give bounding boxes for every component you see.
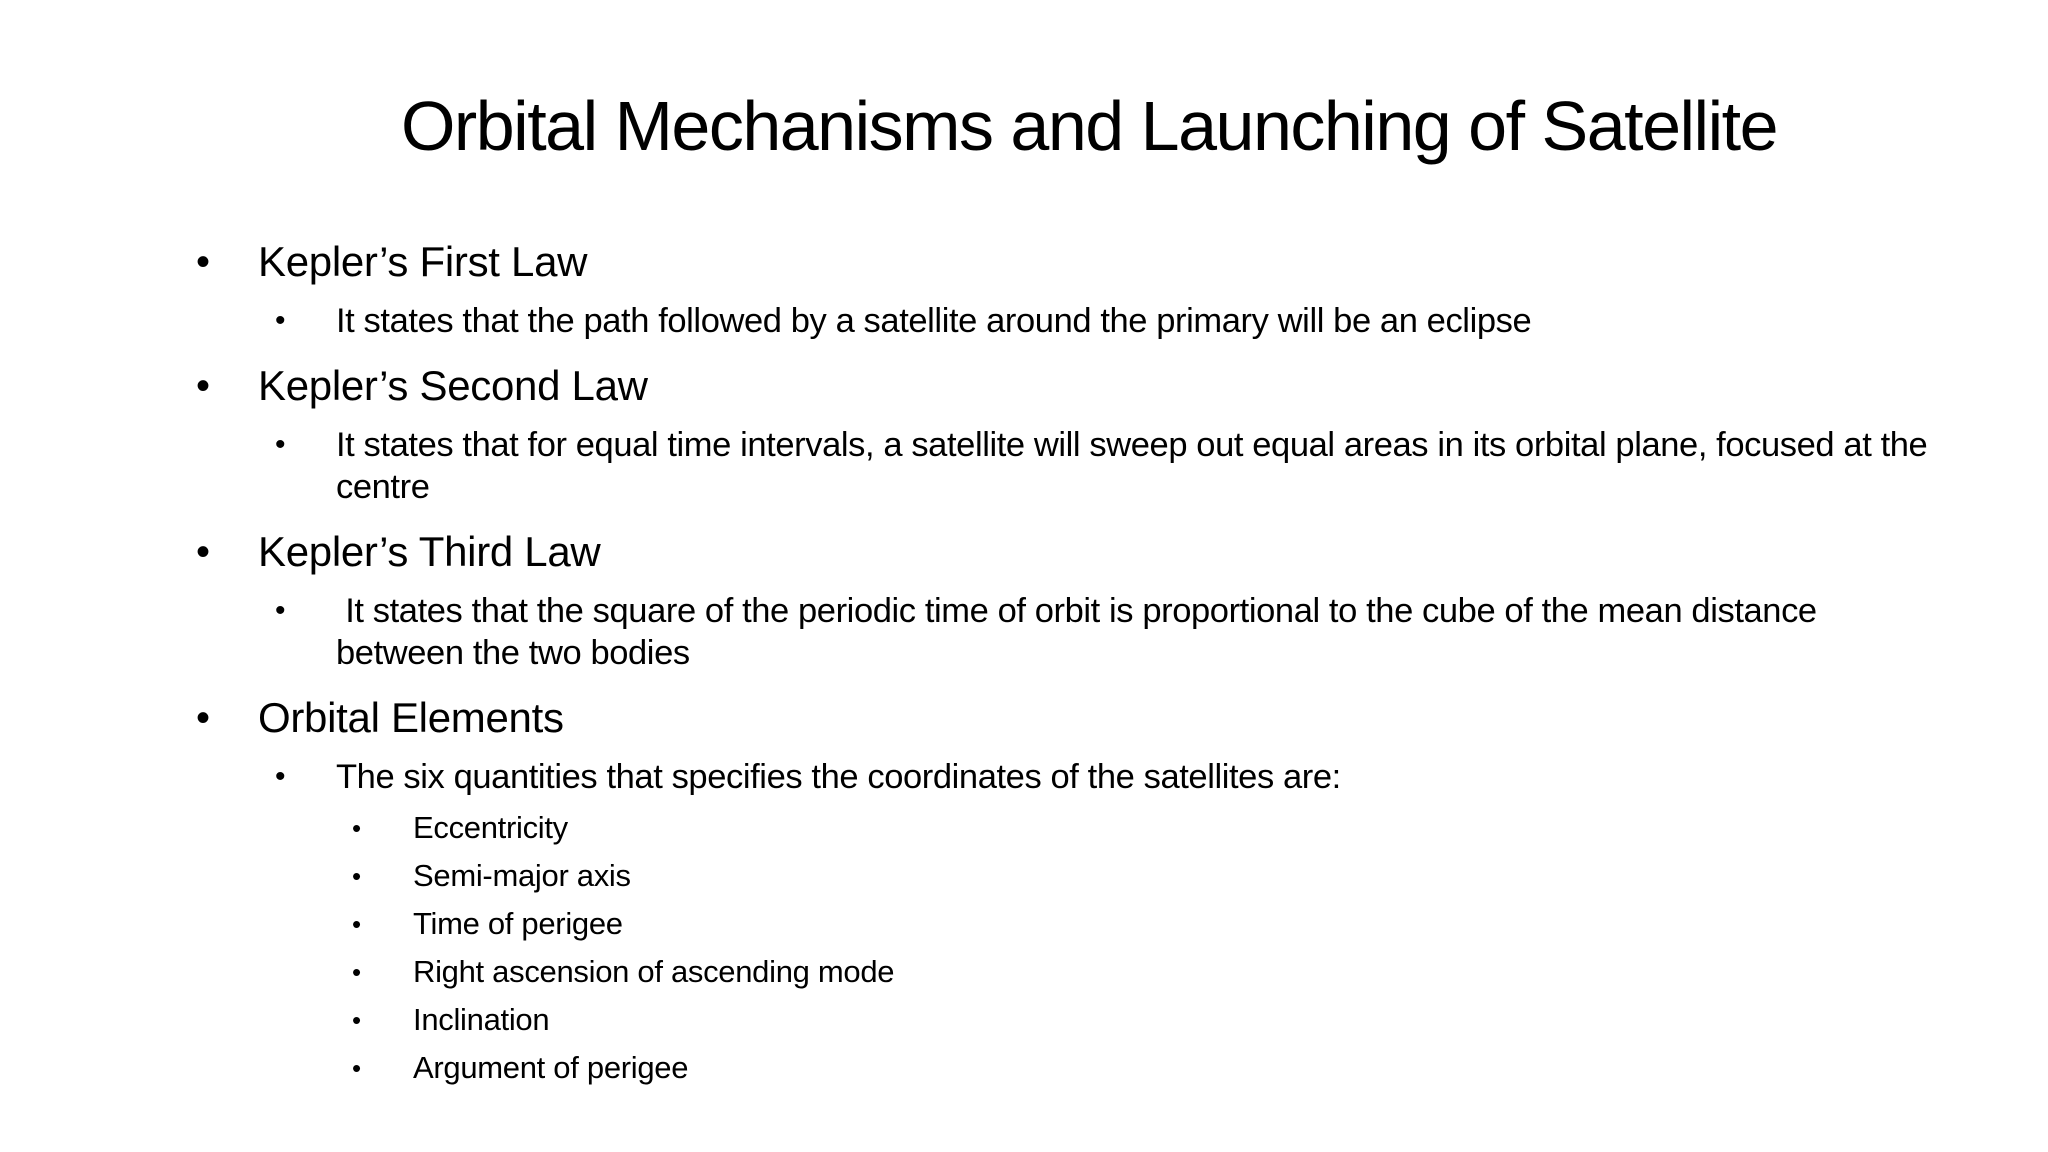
- bullet-icon: •: [352, 957, 362, 987]
- list-item-label: It states that the path followed by a satellite around the primary will be an eclipse: [336, 302, 1532, 340]
- list-item-label: Right ascension of ascending mode: [413, 954, 895, 989]
- bullet-icon: •: [275, 760, 286, 793]
- bullet-icon: •: [275, 594, 286, 627]
- bullet-icon: •: [196, 530, 211, 574]
- bullet-icon: •: [352, 861, 362, 891]
- list-item-label: Eccentricity: [413, 810, 568, 845]
- list-item-label: Orbital Elements: [258, 694, 564, 741]
- bullet-icon: •: [352, 813, 362, 843]
- list-item-label: Time of perigee: [413, 906, 623, 941]
- list-item-label: Kepler’s Third Law: [258, 528, 601, 575]
- bullet-icon: •: [196, 364, 211, 408]
- bullet-icon: •: [352, 1053, 362, 1083]
- list-item-label: It states that for equal time intervals, a satellite will sweep out equal areas in its orbital plane, focused at the centre: [336, 426, 1928, 506]
- list-item-label: Kepler’s First Law: [258, 238, 588, 285]
- list-item-label: Inclination: [413, 1002, 550, 1037]
- bullet-icon: •: [275, 428, 286, 461]
- bullet-icon: •: [275, 304, 286, 337]
- list-item-label: The six quantities that specifies the coordinates of the satellites are:: [336, 758, 1341, 796]
- list-item-label: Argument of perigee: [413, 1050, 689, 1085]
- bullet-icon: •: [352, 909, 362, 939]
- list-item-label: Semi-major axis: [413, 858, 631, 893]
- bullet-icon: •: [196, 240, 211, 284]
- bullet-icon: •: [196, 696, 211, 740]
- list-item-label: Kepler’s Second Law: [258, 362, 648, 409]
- list-item-label: It states that the square of the periodic time of orbit is proportional to the cube of the mean distance between the two bodies: [336, 592, 1826, 672]
- bullet-icon: •: [352, 1005, 362, 1035]
- slide-title: Orbital Mechanisms and Launching of Satellite: [400, 87, 1778, 165]
